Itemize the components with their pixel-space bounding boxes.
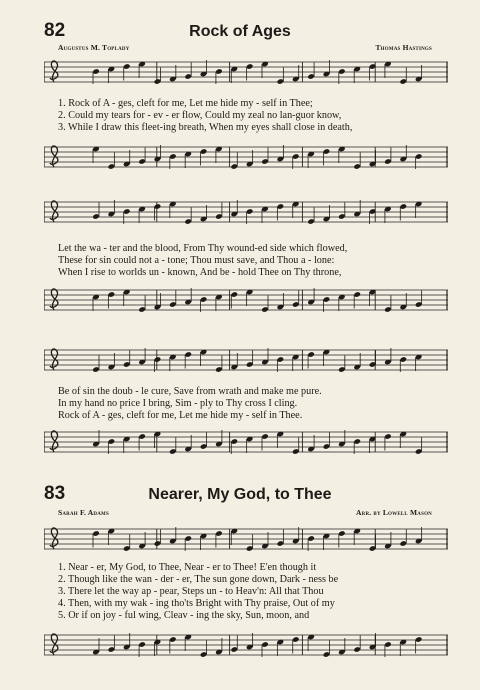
hymn-author: Sarah F. Adams — [58, 508, 109, 517]
hymn-title: Nearer, My God, to Thee — [148, 486, 332, 503]
hymn-number: 82 — [44, 20, 66, 41]
treble-staff — [44, 348, 448, 372]
lyric-line: 3. While I draw this fleet-ing breath, When my eyes shall close in death, — [58, 122, 353, 133]
hymn-author: Augustus M. Toplady — [58, 43, 130, 52]
bass-staff — [44, 430, 448, 454]
lyric-line: Rock of A - ges, cleft for me, Let me hide my - self in Thee. — [58, 410, 303, 421]
lyric-line: 2. Though like the wan - der - er, The sun gone down, Dark - ness be — [58, 574, 339, 585]
treble-staff — [44, 200, 448, 224]
hymn-composer: Thomas Hastings — [375, 43, 432, 52]
lyric-line: Be of sin the doub - le cure, Save from wrath and make me pure. — [58, 386, 322, 397]
bass-staff — [44, 288, 448, 312]
lyric-line: 2. Could my tears for - ev - er flow, Could my zeal no lan-guor know, — [58, 110, 342, 121]
treble-staff — [44, 527, 448, 551]
staff-lines — [44, 633, 448, 657]
treble-staff — [44, 60, 448, 84]
lyric-line: 4. Then, with my wak - ing tho'ts Bright with Thy praise, Out of my — [58, 598, 335, 609]
staff-lines — [44, 200, 448, 224]
hymn-title: Rock of Ages — [189, 23, 291, 40]
lyric-line: In my hand no price I bring, Sim - ply to Thy cross I cling. — [58, 398, 298, 409]
verse-block — [58, 562, 448, 622]
lyric-line: These for sin could not a - tone; Thou must save, and Thou a - lone: — [58, 255, 335, 266]
staff-lines — [44, 348, 448, 372]
staff-lines — [44, 60, 448, 84]
lyric-line: When I rise to worlds un - known, And be - hold Thee on Thy throne, — [58, 267, 342, 278]
verse-block — [58, 98, 448, 134]
staff-lines — [44, 145, 448, 169]
bass-staff — [44, 633, 448, 657]
hymn-composer: Arr. by Lowell Mason — [356, 508, 432, 517]
hymn-number: 83 — [44, 483, 66, 504]
lyric-line: Let the wa - ter and the blood, From Thy wound-ed side which flowed, — [58, 243, 348, 254]
lyric-line: 3. There let the way ap - pear, Steps un - to Heav'n: All that Thou — [58, 586, 324, 597]
bass-staff — [44, 145, 448, 169]
verse-block — [58, 243, 448, 279]
verse-block — [58, 386, 448, 422]
staff-lines — [44, 527, 448, 551]
lyric-line: 1. Rock of A - ges, cleft for me, Let me hide my - self in Thee; — [58, 98, 313, 109]
lyric-line: 5. Or if on joy - ful wing, Cleav - ing the sky, Sun, moon, and — [58, 610, 310, 621]
staff-lines — [44, 430, 448, 454]
staff-lines — [44, 288, 448, 312]
lyric-line: 1. Near - er, My God, to Thee, Near - er to Thee! E'en though it — [58, 562, 317, 573]
